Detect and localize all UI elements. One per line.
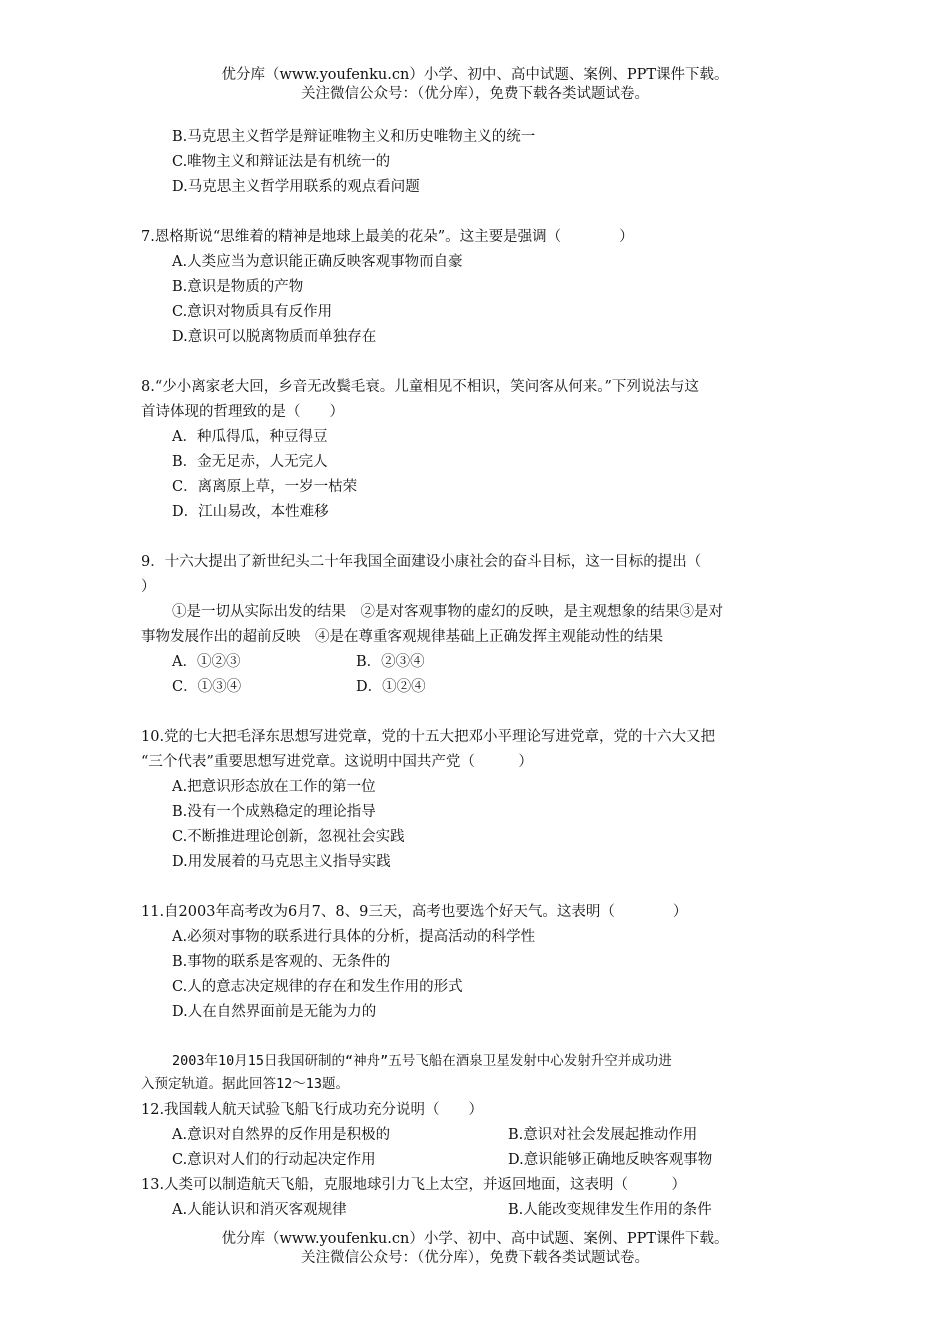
q6-option-b: B.马克思主义哲学是辩证唯物主义和历史唯物主义的统一 bbox=[172, 129, 536, 145]
q9-option-d: D．①②④ bbox=[356, 679, 426, 695]
q9-stem-line-1: 9．十六大提出了新世纪头二十年我国全面建设小康社会的奋斗目标，这一目标的提出（ bbox=[141, 554, 702, 570]
q13-option-a: A.人能认识和消灭客观规律 bbox=[172, 1202, 347, 1218]
q12-option-c: C.意识对人们的行动起决定作用 bbox=[172, 1152, 376, 1168]
material-line-1: 2003年10月15日我国研制的“神舟”五号飞船在酒泉卫星发射中心发射升空并成功进 bbox=[172, 1053, 672, 1069]
q7-option-d: D.意识可以脱离物质而单独存在 bbox=[172, 329, 377, 345]
q11-option-b: B.事物的联系是客观的、无条件的 bbox=[172, 954, 391, 970]
page-header bbox=[0, 66, 950, 104]
q11-stem: 11.自2003年高考改为6月7、8、9三天，高考也要选个好天气。这表明（ ） bbox=[141, 904, 688, 920]
q8-option-c: C．离离原上草，一岁一枯荣 bbox=[172, 479, 358, 495]
q9-statements-line-1: ①是一切从实际出发的结果 ②是对客观事物的虚幻的反映，是主观想象的结果③是对 bbox=[172, 604, 723, 620]
q12-option-d: D.意识能够正确地反映客观事物 bbox=[508, 1152, 713, 1168]
q9-option-c: C．①③④ bbox=[172, 679, 242, 695]
q6-option-c: C.唯物主义和辩证法是有机统一的 bbox=[172, 154, 391, 170]
q8-stem-line-1: 8.“少小离家老大回，乡音无改鬓毛衰。儿童相见不相识，笑问客从何来。”下列说法与这 bbox=[141, 379, 699, 395]
q7-option-b: B.意识是物质的产物 bbox=[172, 279, 304, 295]
q10-stem-line-2: “三个代表”重要思想写进党章。这说明中国共产党（ ） bbox=[141, 754, 533, 770]
q6-option-d: D.马克思主义哲学用联系的观点看问题 bbox=[172, 179, 420, 195]
footer-line-1: 优分库（www.youfenku.cn）小学、初中、高中试题、案例、PPT课件下载。 bbox=[221, 1231, 729, 1247]
q8-option-d: D．江山易改，本性难移 bbox=[172, 504, 329, 520]
q9-statements-line-2: 事物发展作出的超前反映 ④是在尊重客观规律基础上正确发挥主观能动性的结果 bbox=[141, 629, 663, 645]
q7-option-c: C.意识对物质具有反作用 bbox=[172, 304, 333, 320]
q9-stem-line-2: ） bbox=[141, 579, 156, 595]
q11-option-a: A.必须对事物的联系进行具体的分析，提高活动的科学性 bbox=[172, 929, 536, 945]
q11-option-c: C.人的意志决定规律的存在和发生作用的形式 bbox=[172, 979, 463, 995]
q11-option-d: D.人在自然界面前是无能为力的 bbox=[172, 1004, 377, 1020]
q10-option-a: A.把意识形态放在工作的第一位 bbox=[172, 779, 376, 795]
q13-option-b: B.人能改变规律发生作用的条件 bbox=[508, 1202, 712, 1218]
q9-option-a: A．①②③ bbox=[172, 654, 241, 670]
q10-option-c: C.不断推进理论创新，忽视社会实践 bbox=[172, 829, 405, 845]
q10-option-d: D.用发展着的马克思主义指导实践 bbox=[172, 854, 391, 870]
page-footer bbox=[0, 1230, 950, 1268]
material-line-2: 入预定轨道。据此回答12～13题。 bbox=[141, 1076, 350, 1092]
q12-option-a: A.意识对自然界的反作用是积极的 bbox=[172, 1127, 391, 1143]
header-line-1: 优分库（www.youfenku.cn）小学、初中、高中试题、案例、PPT课件下载。 bbox=[221, 67, 729, 83]
q12-stem: 12.我国载人航天试验飞船飞行成功充分说明（ ） bbox=[141, 1102, 484, 1118]
q7-option-a: A.人类应当为意识能正确反映客观事物而自豪 bbox=[172, 254, 463, 270]
q13-stem: 13.人类可以制造航天飞船，克服地球引力飞上太空，并返回地面，这表明（ ） bbox=[141, 1177, 687, 1193]
q8-option-b: B．金无足赤，人无完人 bbox=[172, 454, 328, 470]
q9-option-b: B．②③④ bbox=[356, 654, 425, 670]
q7-stem: 7.恩格斯说“思维着的精神是地球上最美的花朵”。这主要是强调（ ） bbox=[141, 229, 634, 245]
q10-stem-line-1: 10.党的七大把毛泽东思想写进党章，党的十五大把邓小平理论写进党章，党的十六大又把 bbox=[141, 729, 716, 745]
q8-stem-line-2: 首诗体现的哲理致的是（ ） bbox=[141, 404, 344, 420]
footer-line-2: 关注微信公众号：（优分库），免费下载各类试题试卷。 bbox=[301, 1250, 649, 1266]
q10-option-b: B.没有一个成熟稳定的理论指导 bbox=[172, 804, 376, 820]
q12-option-b: B.意识对社会发展起推动作用 bbox=[508, 1127, 698, 1143]
header-line-2: 关注微信公众号：（优分库），免费下载各类试题试卷。 bbox=[301, 86, 649, 102]
q8-option-a: A．种瓜得瓜，种豆得豆 bbox=[172, 429, 328, 445]
